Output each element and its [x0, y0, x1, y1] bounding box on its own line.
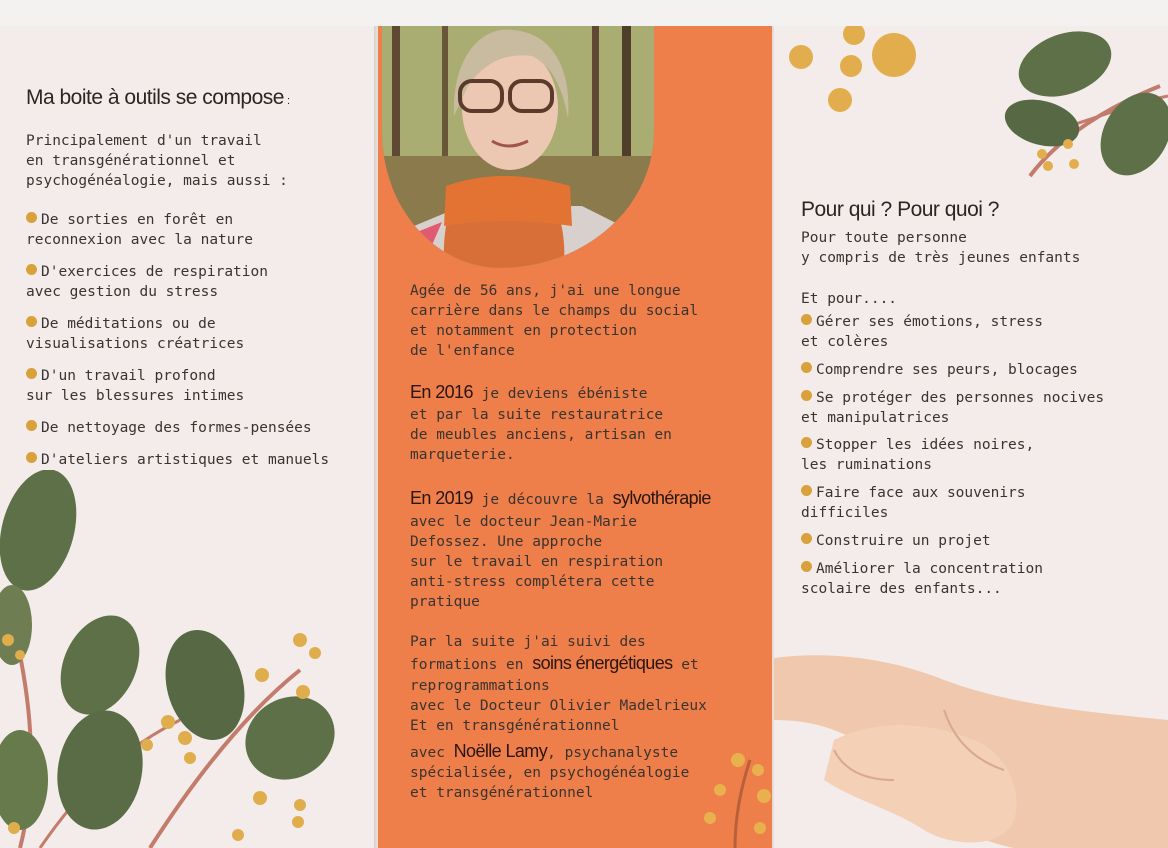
orange-branch-illustration: [690, 740, 776, 848]
toolbox-item: D'ateliers artistiques et manuels: [26, 450, 329, 470]
formations-line: avec Noëlle Lamy, psychanalyste: [410, 741, 679, 761]
toolbox-title: Ma boite à outils se compose :: [26, 86, 290, 109]
bullet-dot-icon: [801, 561, 812, 572]
toolbox-item: De méditations ou de visualisations créatrices: [26, 316, 245, 352]
bullet-dot-icon: [801, 485, 812, 496]
bullet-dot-icon: [26, 316, 37, 327]
benefit-item: Améliorer la concentration scolaire des enfants...: [801, 561, 1043, 597]
toolbox-item: D'exercices de respiration avec gestion du stress: [26, 264, 268, 300]
toolbox-intro: Principalement d'un travail en transgénérationnel et psychogénéalogie, mais aussi :: [26, 133, 288, 189]
benefit-item: Stopper les idées noires, les ruminations: [801, 437, 1035, 473]
ebeniste-paragraph: En 2016 je deviens ébéniste: [410, 382, 648, 402]
benefit-item: Gérer ses émotions, stress et colères: [801, 314, 1043, 350]
top-leaf-illustration: [780, 26, 1168, 186]
bullet-dot-icon: [26, 212, 37, 223]
benefit-item: Construire un projet: [801, 531, 991, 551]
audience-intro: Pour toute personne y compris de très jeunes enfants: [801, 230, 1081, 266]
sylvotherapie-heading: En 2019 je découvre la sylvothérapie: [410, 488, 711, 508]
bullet-dot-icon: [26, 264, 37, 275]
bullet-dot-icon: [801, 314, 812, 325]
formations-paragraph-end: spécialisée, en psychogénéalogie et transgénérationnel: [410, 765, 690, 801]
bullet-dot-icon: [801, 437, 812, 448]
toolbox-item: De nettoyage des formes-pensées: [26, 418, 312, 438]
bullet-dot-icon: [801, 533, 812, 544]
bio-paragraph: Agée de 56 ans, j'ai une longue carrière dans le champs du social et notamment en protection de l'enfance: [410, 283, 699, 359]
toolbox-item: D'un travail profond sur les blessures intimes: [26, 368, 245, 404]
toolbox-item: De sorties en forêt en reconnexion avec la nature: [26, 212, 253, 248]
and-for-label: Et pour....: [801, 291, 898, 307]
holding-hands-illustration: [774, 650, 1168, 848]
bullet-dot-icon: [801, 390, 812, 401]
leaf-branch-illustration: [0, 470, 360, 848]
formations-line: Par la suite j'ai suivi des: [410, 634, 646, 650]
audience-title: Pour qui ? Pour quoi ?: [801, 198, 999, 221]
bullet-dot-icon: [26, 420, 37, 431]
sylvotherapie-paragraph: avec le docteur Jean-Marie Defossez. Une approche sur le travail en respiration anti-stress complétera cette pratique: [410, 514, 664, 610]
benefit-item: Se protéger des personnes nocives et manipulatrices: [801, 390, 1105, 426]
formations-line: formations en soins énergétiques et: [410, 653, 699, 673]
bullet-dot-icon: [801, 362, 812, 373]
benefit-item: Faire face aux souvenirs difficiles: [801, 485, 1026, 521]
bullet-dot-icon: [26, 452, 37, 463]
ebeniste-paragraph-rest: et par la suite restauratrice de meubles anciens, artisan en marqueterie.: [410, 407, 672, 463]
formations-paragraph: reprogrammations avec le Docteur Olivier Madelrieux Et en transgénérationnel: [410, 678, 707, 734]
bullet-dot-icon: [26, 368, 37, 379]
benefit-item: Comprendre ses peurs, blocages: [801, 360, 1078, 380]
